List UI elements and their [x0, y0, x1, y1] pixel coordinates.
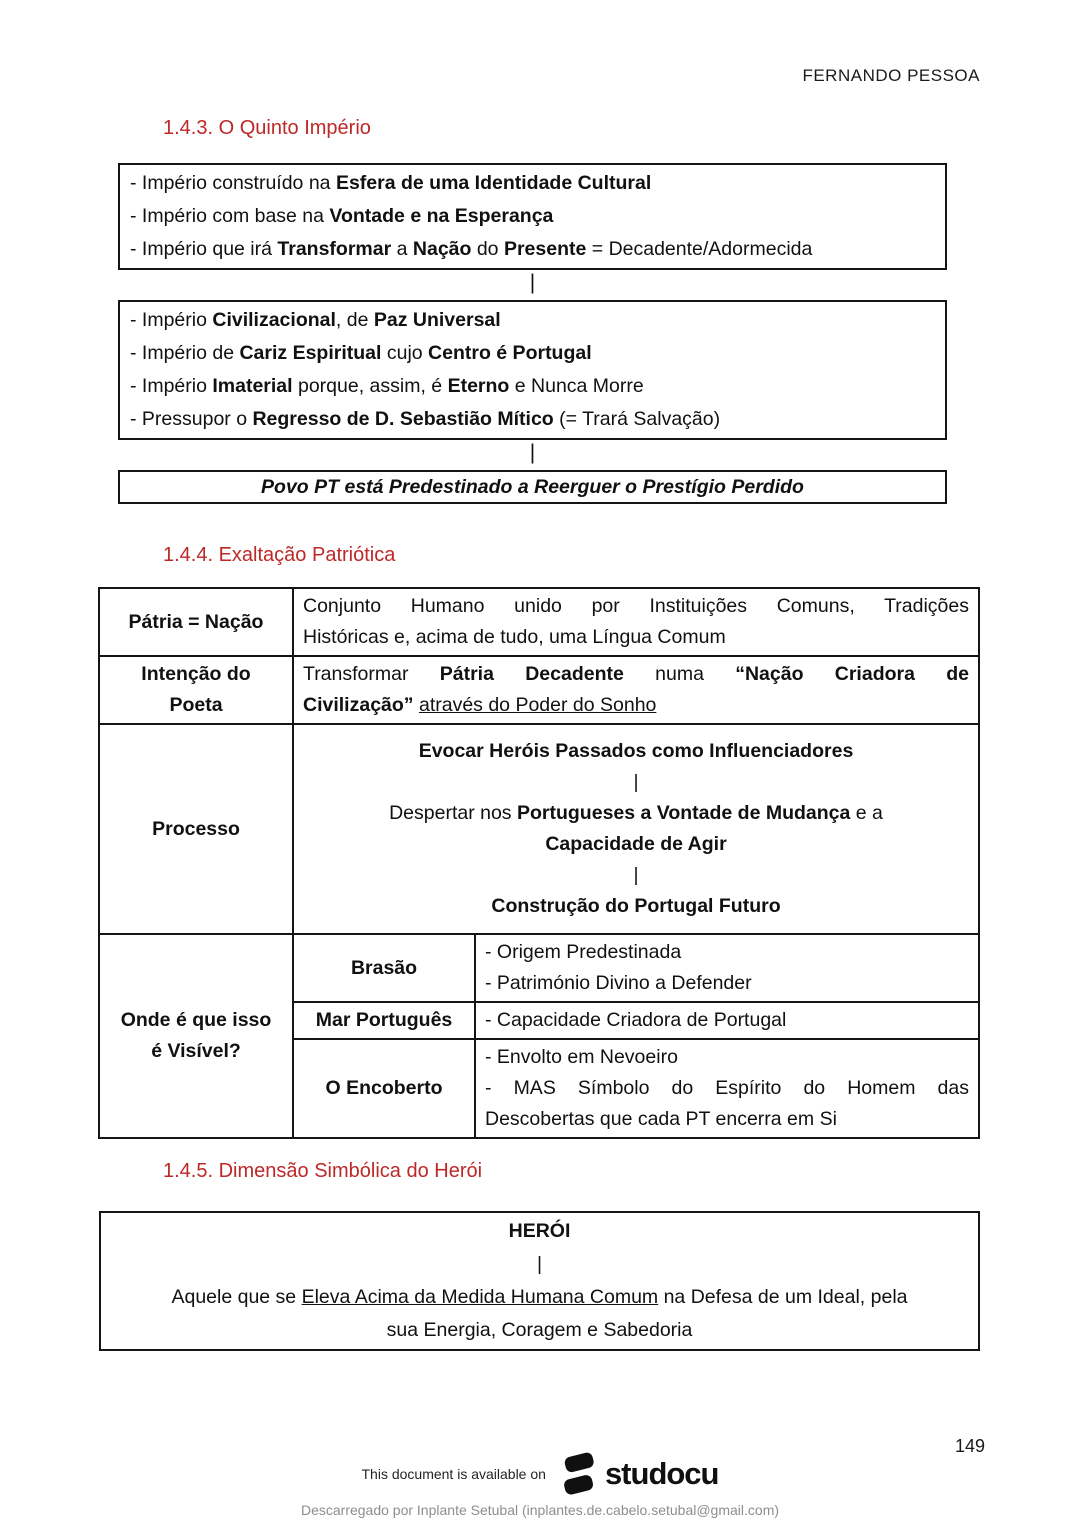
section-heading-143: 1.4.3. O Quinto Império [163, 117, 371, 139]
cell-brasao-content [475, 934, 979, 1002]
text-line: é Visível? [151, 1040, 241, 1062]
availability-text: This document is available on [361, 1466, 546, 1482]
cell-mar-label [293, 1002, 475, 1039]
text-line: Povo PT está Predestinado a Reerguer o Prestígio Perdido [261, 476, 804, 498]
text-line: - Império construído na Esfera de uma Identidade Cultural [130, 172, 652, 194]
text-line: Construção do Portugal Futuro [491, 895, 781, 917]
exaltacao-table [98, 587, 980, 1139]
text-line: | [633, 771, 639, 793]
cell-encoberto-label [293, 1039, 475, 1138]
text-line: Conjunto Humano unido por Instituições Comuns, Tradições [303, 595, 969, 617]
cell-mar-content [475, 1002, 979, 1039]
text-line: - Império Civilizacional, de Paz Universal [130, 309, 501, 331]
table-row [99, 588, 979, 656]
text-line: Evocar Heróis Passados como Influenciadores [418, 740, 854, 762]
cell-processo-label [99, 724, 293, 934]
section-heading-145: 1.4.5. Dimensão Simbólica do Herói [163, 1160, 483, 1182]
text-line: - Império de Cariz Espiritual cujo Centro é Portugal [130, 342, 592, 364]
box-povo-predestinado [118, 470, 947, 504]
text-line: Aquele que se Eleva Acima da Medida Humana Comum na Defesa de um Ideal, pela [171, 1286, 908, 1308]
box-quinto-imperio-2 [118, 300, 947, 440]
cell-intencao-label [99, 656, 293, 724]
table-row [99, 934, 979, 1002]
text-line: - MAS Símbolo do Espírito do Homem das [485, 1077, 969, 1099]
text-line: Capacidade de Agir [545, 833, 727, 855]
studocu-logo[interactable] [560, 1452, 719, 1496]
text-line: | [536, 1253, 543, 1275]
text-line: Pátria = Nação [128, 610, 264, 633]
text-line: - Património Divino a Defender [485, 972, 752, 994]
cell-onde-label [99, 934, 293, 1138]
table-row [99, 656, 979, 724]
cell-brasao-label [293, 934, 475, 1002]
download-attribution: Descarregado por Inplante Setubal (inplantes.de.cabelo.setubal@gmail.com) [300, 1502, 780, 1518]
text-line: Processo [152, 817, 240, 840]
studocu-icon [560, 1452, 598, 1496]
text-line: Poeta [169, 694, 223, 716]
text-line: sua Energia, Coragem e Sabedoria [386, 1319, 693, 1341]
flow-connector: | [529, 441, 536, 464]
text-line: Onde é que isso [120, 1009, 272, 1031]
text-line: | [633, 864, 639, 886]
text-line: Descobertas que cada PT encerra em Si [485, 1108, 837, 1130]
cell-processo-content [293, 724, 979, 934]
text-line: - Origem Predestinada [485, 941, 682, 963]
text-line: Mar Português [315, 1009, 453, 1031]
text-line: Brasão [350, 956, 418, 979]
box-heroi [99, 1211, 980, 1351]
cell-intencao-content [293, 656, 979, 724]
text-line: Civilização” através do Poder do Sonho [303, 694, 657, 716]
header-running-title: FERNANDO PESSOA [802, 66, 980, 85]
text-line: - Envolto em Nevoeiro [485, 1046, 678, 1068]
text-line: Despertar nos Portugueses a Vontade de Mudança e a [389, 802, 883, 824]
section-heading-144: 1.4.4. Exaltação Patriótica [163, 544, 396, 566]
cell-patria-label [99, 588, 293, 656]
text-line: Transformar Pátria Decadente numa “Nação Criadora de [303, 663, 969, 685]
text-line: - Império com base na Vontade e na Esperança [130, 205, 554, 227]
flow-connector: | [529, 271, 536, 294]
table-row [99, 724, 979, 934]
text-line: Históricas e, acima de tudo, uma Língua Comum [303, 626, 726, 648]
text-line: - Capacidade Criadora de Portugal [485, 1009, 787, 1031]
footer-availability [0, 1448, 1080, 1500]
text-line: HERÓI [508, 1220, 571, 1242]
text-line: - Império Imaterial porque, assim, é Eterno e Nunca Morre [130, 375, 644, 397]
text-line: Intenção do [141, 663, 251, 685]
text-line: O Encoberto [325, 1077, 443, 1099]
text-line: - Pressupor o Regresso de D. Sebastião Mítico (= Trará Salvação) [130, 408, 721, 430]
box-quinto-imperio-1 [118, 163, 947, 270]
studocu-wordmark: studocu [604, 1456, 719, 1491]
exaltacao-table-wrap [98, 587, 980, 1139]
cell-patria-content [293, 588, 979, 656]
cell-encoberto-content [475, 1039, 979, 1138]
text-line: - Império que irá Transformar a Nação do Presente = Decadente/Adormecida [130, 238, 813, 260]
page-number: 149 [954, 1436, 985, 1456]
